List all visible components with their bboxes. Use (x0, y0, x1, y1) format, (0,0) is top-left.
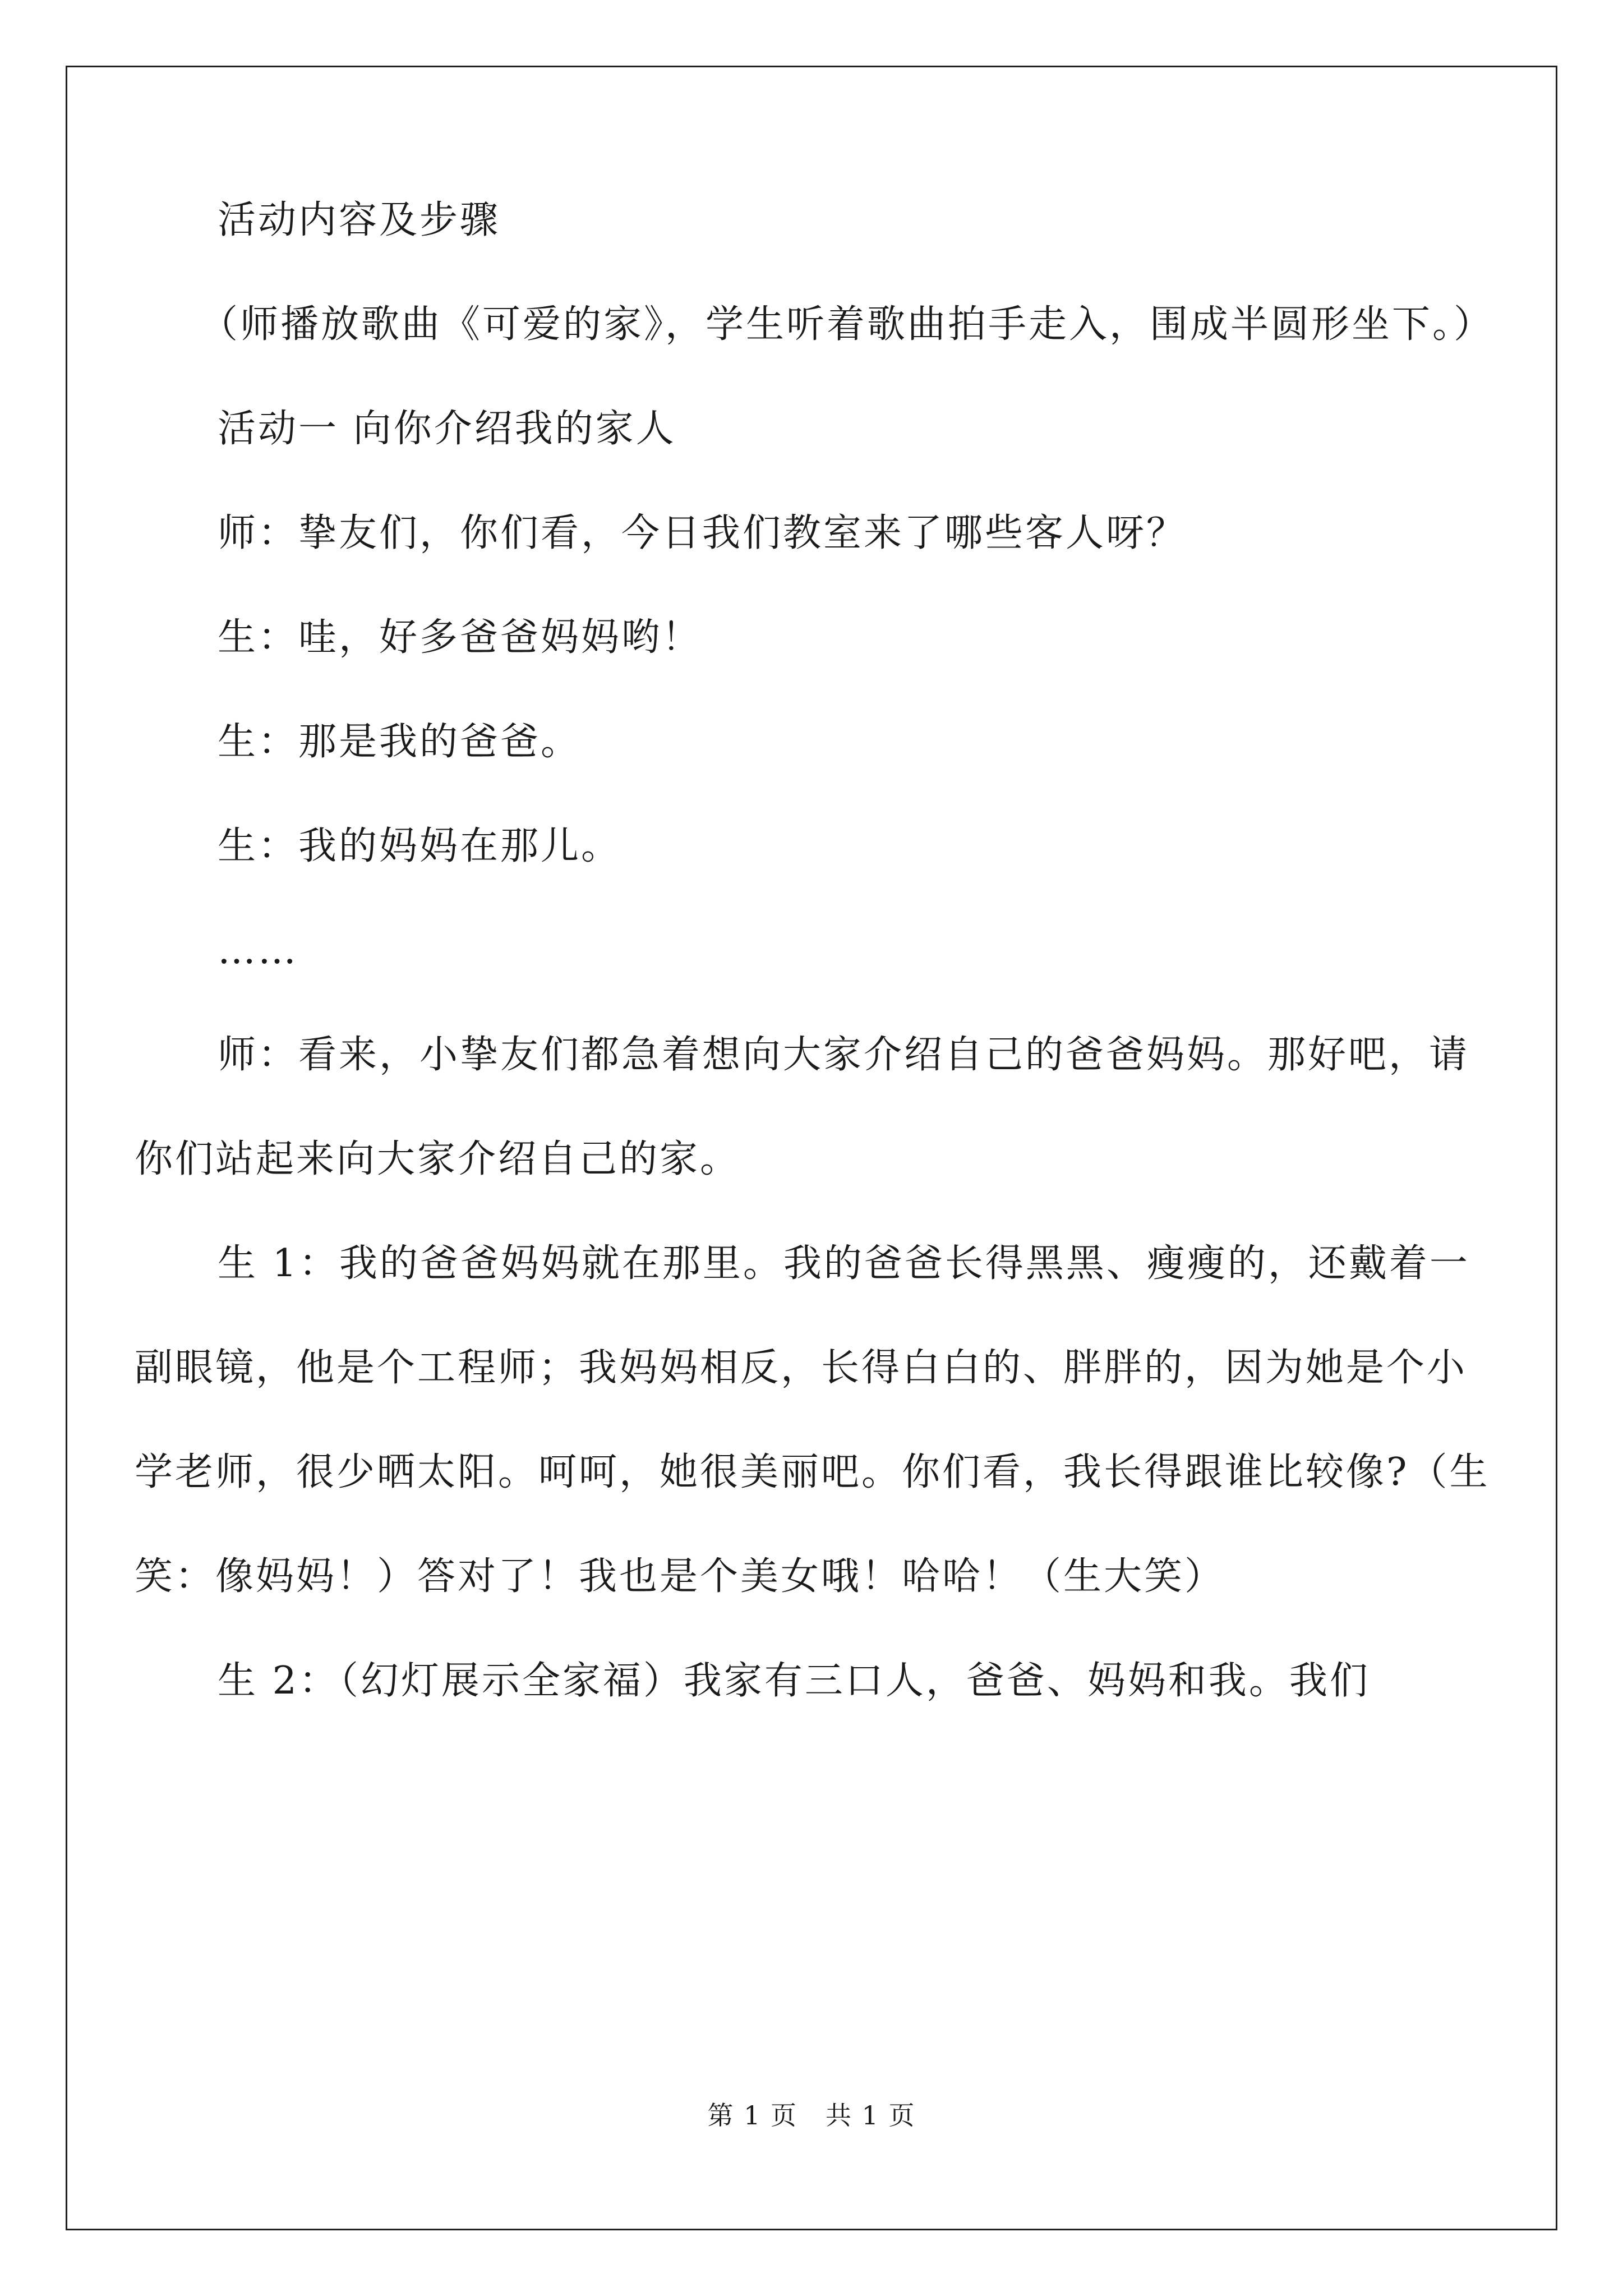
paragraph-dialogue: 生 2：（幻灯展示全家福）我家有三口人，爸爸、妈妈和我。我们 (218, 1659, 1370, 1703)
paragraph-section-heading: 活动内容及步骤 (218, 198, 501, 242)
page-number-current: 第 1 页 (707, 2100, 797, 2131)
paragraph-dialogue: 生：哇，好多爸爸妈妈哟！ (218, 615, 703, 660)
paragraph-dialogue: 师：看来，小挚友们都急着想向大家介绍自己的爸爸妈妈。那好吧，请你们站起来向大家介绍自己的家。 (135, 1033, 1470, 1181)
paragraph-dialogue: 生 1：我的爸爸妈妈就在那里。我的爸爸长得黑黑、瘦瘦的，还戴着一副眼镜，他是个工程师；我妈妈相反，长得白白的、胖胖的，因为她是个小学老师，很少晒太阳。呵呵，她很美丽吧。你们看，我长得跟谁比较像?（生笑：像妈妈！）答对了！我也是个美女哦！哈哈！（生大笑） (135, 1241, 1490, 1599)
paragraph-stage-direction: （师播放歌曲《可爱的家》，学生听着歌曲拍手走入，围成半圆形坐下。） (200, 302, 1495, 347)
paragraph-dialogue: 师：挚友们，你们看，今日我们教室来了哪些客人呀？ (218, 511, 1187, 555)
paragraph-dialogue: 生：我的妈妈在那儿。 (218, 824, 622, 868)
page-footer (0, 2095, 1623, 2132)
page-number-total: 共 1 页 (826, 2100, 916, 2131)
paragraph-ellipsis: …… (218, 928, 298, 973)
paragraph-dialogue: 生：那是我的爸爸。 (218, 720, 582, 764)
paragraph-activity-title: 活动一 向你介绍我的家人 (218, 407, 676, 451)
document-body (135, 168, 1495, 1733)
